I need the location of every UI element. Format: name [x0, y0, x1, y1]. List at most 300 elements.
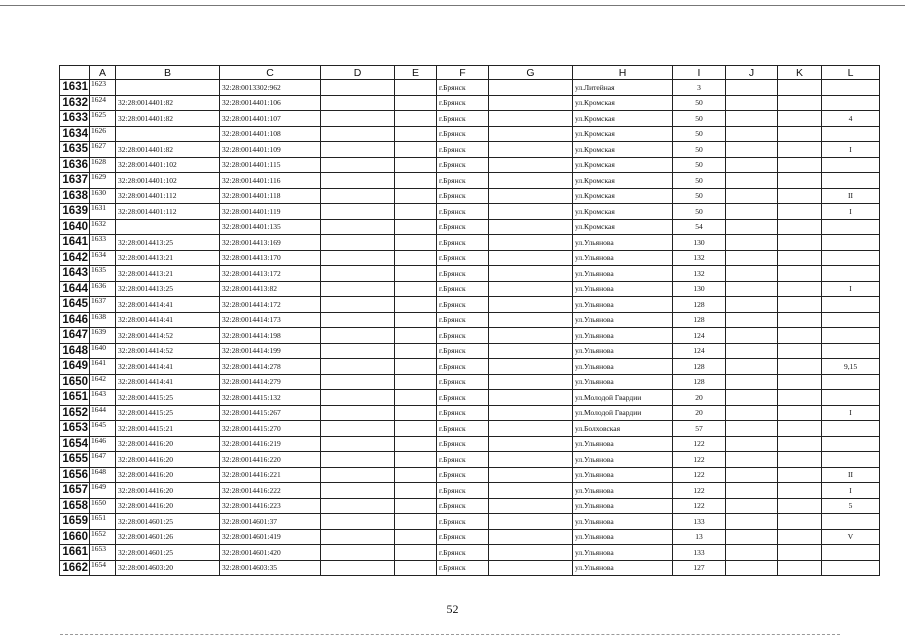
row-number[interactable]: 1661 [60, 545, 90, 561]
cell-c[interactable]: 32:28:0014601:419 [220, 529, 321, 545]
cell-c[interactable]: 32:28:0014601:37 [220, 514, 321, 530]
cell-f[interactable]: г.Брянск [437, 204, 489, 220]
cell-i[interactable]: 128 [673, 312, 726, 328]
cell-i[interactable]: 130 [673, 235, 726, 251]
cell-g[interactable] [489, 405, 573, 421]
cell-k[interactable] [778, 142, 822, 158]
cell-j[interactable] [726, 467, 778, 483]
cell-c[interactable]: 32:28:0014416:221 [220, 467, 321, 483]
cell-j[interactable] [726, 126, 778, 142]
cell-e[interactable] [395, 281, 437, 297]
cell-e[interactable] [395, 343, 437, 359]
cell-j[interactable] [726, 80, 778, 96]
cell-g[interactable] [489, 95, 573, 111]
cell-c[interactable]: 32:28:0014401:118 [220, 188, 321, 204]
row-number[interactable]: 1642 [60, 250, 90, 266]
cell-j[interactable] [726, 188, 778, 204]
cell-g[interactable] [489, 328, 573, 344]
cell-g[interactable] [489, 483, 573, 499]
cell-b[interactable]: 32:28:0014401:82 [116, 95, 220, 111]
cell-i[interactable]: 50 [673, 142, 726, 158]
cell-f[interactable]: г.Брянск [437, 467, 489, 483]
cell-k[interactable] [778, 359, 822, 375]
cell-c[interactable]: 32:28:0014413:172 [220, 266, 321, 282]
cell-h[interactable]: ул.Ульянова [573, 312, 673, 328]
row-number[interactable]: 1638 [60, 188, 90, 204]
cell-b[interactable]: 32:28:0014416:20 [116, 483, 220, 499]
cell-f[interactable]: г.Брянск [437, 390, 489, 406]
cell-j[interactable] [726, 452, 778, 468]
cell-f[interactable]: г.Брянск [437, 157, 489, 173]
row-number[interactable]: 1646 [60, 312, 90, 328]
cell-j[interactable] [726, 173, 778, 189]
column-header-c[interactable]: C [220, 66, 321, 80]
cell-a[interactable]: 1629 [90, 173, 116, 189]
cell-i[interactable]: 122 [673, 436, 726, 452]
cell-a[interactable]: 1643 [90, 390, 116, 406]
cell-b[interactable]: 32:28:0014401:112 [116, 204, 220, 220]
cell-j[interactable] [726, 235, 778, 251]
cell-c[interactable]: 32:28:0014413:170 [220, 250, 321, 266]
cell-i[interactable]: 124 [673, 343, 726, 359]
cell-b[interactable]: 32:28:0014416:20 [116, 498, 220, 514]
cell-g[interactable] [489, 343, 573, 359]
row-number[interactable]: 1657 [60, 483, 90, 499]
cell-d[interactable] [321, 312, 395, 328]
cell-g[interactable] [489, 235, 573, 251]
row-number[interactable]: 1659 [60, 514, 90, 530]
cell-i[interactable]: 127 [673, 560, 726, 576]
cell-d[interactable] [321, 157, 395, 173]
cell-e[interactable] [395, 80, 437, 96]
cell-d[interactable] [321, 235, 395, 251]
cell-k[interactable] [778, 204, 822, 220]
column-header-a[interactable]: A [90, 66, 116, 80]
cell-f[interactable]: г.Брянск [437, 312, 489, 328]
cell-b[interactable]: 32:28:0014413:25 [116, 235, 220, 251]
cell-l[interactable] [822, 312, 880, 328]
cell-j[interactable] [726, 297, 778, 313]
cell-a[interactable]: 1637 [90, 297, 116, 313]
cell-g[interactable] [489, 312, 573, 328]
cell-d[interactable] [321, 343, 395, 359]
cell-d[interactable] [321, 204, 395, 220]
cell-f[interactable]: г.Брянск [437, 560, 489, 576]
cell-f[interactable]: г.Брянск [437, 80, 489, 96]
cell-i[interactable]: 122 [673, 467, 726, 483]
cell-i[interactable]: 128 [673, 374, 726, 390]
row-number[interactable]: 1660 [60, 529, 90, 545]
cell-h[interactable]: ул.Ульянова [573, 281, 673, 297]
row-number[interactable]: 1644 [60, 281, 90, 297]
cell-e[interactable] [395, 95, 437, 111]
cell-a[interactable]: 1641 [90, 359, 116, 375]
cell-d[interactable] [321, 467, 395, 483]
cell-b[interactable]: 32:28:0014601:25 [116, 545, 220, 561]
cell-l[interactable] [822, 452, 880, 468]
cell-b[interactable]: 32:28:0014401:112 [116, 188, 220, 204]
cell-i[interactable]: 122 [673, 483, 726, 499]
cell-d[interactable] [321, 514, 395, 530]
cell-f[interactable]: г.Брянск [437, 281, 489, 297]
cell-k[interactable] [778, 436, 822, 452]
cell-b[interactable]: 32:28:0014414:41 [116, 359, 220, 375]
column-header-k[interactable]: K [778, 66, 822, 80]
cell-h[interactable]: ул.Ульянова [573, 266, 673, 282]
cell-e[interactable] [395, 514, 437, 530]
cell-f[interactable]: г.Брянск [437, 452, 489, 468]
cell-c[interactable]: 32:28:0014603:35 [220, 560, 321, 576]
cell-j[interactable] [726, 95, 778, 111]
cell-k[interactable] [778, 250, 822, 266]
cell-b[interactable]: 32:28:0014415:25 [116, 390, 220, 406]
cell-j[interactable] [726, 157, 778, 173]
row-number[interactable]: 1639 [60, 204, 90, 220]
cell-c[interactable]: 32:28:0014415:270 [220, 421, 321, 437]
cell-f[interactable]: г.Брянск [437, 111, 489, 127]
cell-j[interactable] [726, 498, 778, 514]
cell-b[interactable]: 32:28:0014416:20 [116, 467, 220, 483]
cell-b[interactable] [116, 219, 220, 235]
cell-h[interactable]: ул.Ульянова [573, 483, 673, 499]
cell-d[interactable] [321, 142, 395, 158]
cell-a[interactable]: 1626 [90, 126, 116, 142]
cell-c[interactable]: 32:28:0014401:106 [220, 95, 321, 111]
cell-a[interactable]: 1628 [90, 157, 116, 173]
cell-g[interactable] [489, 374, 573, 390]
cell-a[interactable]: 1654 [90, 560, 116, 576]
cell-c[interactable]: 32:28:0014413:82 [220, 281, 321, 297]
cell-e[interactable] [395, 328, 437, 344]
cell-d[interactable] [321, 529, 395, 545]
row-number[interactable]: 1653 [60, 421, 90, 437]
cell-a[interactable]: 1634 [90, 250, 116, 266]
cell-k[interactable] [778, 545, 822, 561]
cell-d[interactable] [321, 374, 395, 390]
cell-h[interactable]: ул.Ульянова [573, 514, 673, 530]
cell-g[interactable] [489, 204, 573, 220]
cell-b[interactable]: 32:28:0014413:21 [116, 266, 220, 282]
cell-f[interactable]: г.Брянск [437, 374, 489, 390]
cell-d[interactable] [321, 452, 395, 468]
row-number[interactable]: 1649 [60, 359, 90, 375]
cell-g[interactable] [489, 359, 573, 375]
cell-l[interactable]: II [822, 188, 880, 204]
cell-i[interactable]: 133 [673, 514, 726, 530]
cell-c[interactable]: 32:28:0014414:199 [220, 343, 321, 359]
cell-l[interactable] [822, 266, 880, 282]
cell-k[interactable] [778, 560, 822, 576]
cell-i[interactable]: 20 [673, 390, 726, 406]
cell-c[interactable]: 32:28:0014416:223 [220, 498, 321, 514]
cell-b[interactable]: 32:28:0014413:21 [116, 250, 220, 266]
cell-e[interactable] [395, 529, 437, 545]
cell-d[interactable] [321, 390, 395, 406]
cell-j[interactable] [726, 312, 778, 328]
cell-c[interactable]: 32:28:0014416:222 [220, 483, 321, 499]
cell-i[interactable]: 50 [673, 111, 726, 127]
cell-e[interactable] [395, 235, 437, 251]
cell-b[interactable]: 32:28:0014401:102 [116, 157, 220, 173]
cell-f[interactable]: г.Брянск [437, 343, 489, 359]
cell-k[interactable] [778, 514, 822, 530]
cell-g[interactable] [489, 560, 573, 576]
cell-e[interactable] [395, 467, 437, 483]
cell-b[interactable]: 32:28:0014413:25 [116, 281, 220, 297]
cell-l[interactable]: I [822, 405, 880, 421]
cell-e[interactable] [395, 219, 437, 235]
cell-c[interactable]: 32:28:0014414:198 [220, 328, 321, 344]
cell-e[interactable] [395, 142, 437, 158]
cell-g[interactable] [489, 436, 573, 452]
cell-f[interactable]: г.Брянск [437, 250, 489, 266]
cell-e[interactable] [395, 405, 437, 421]
cell-g[interactable] [489, 188, 573, 204]
cell-b[interactable]: 32:28:0014414:41 [116, 312, 220, 328]
cell-b[interactable]: 32:28:0014401:82 [116, 111, 220, 127]
cell-d[interactable] [321, 281, 395, 297]
cell-d[interactable] [321, 111, 395, 127]
row-number[interactable]: 1634 [60, 126, 90, 142]
cell-c[interactable]: 32:28:0014413:169 [220, 235, 321, 251]
cell-h[interactable]: ул.Ульянова [573, 498, 673, 514]
cell-h[interactable]: ул.Ульянова [573, 343, 673, 359]
cell-k[interactable] [778, 405, 822, 421]
cell-b[interactable]: 32:28:0014601:26 [116, 529, 220, 545]
cell-h[interactable]: ул.Молодой Гвардии [573, 390, 673, 406]
cell-k[interactable] [778, 297, 822, 313]
cell-g[interactable] [489, 250, 573, 266]
cell-j[interactable] [726, 405, 778, 421]
cell-b[interactable]: 32:28:0014414:41 [116, 297, 220, 313]
row-number[interactable]: 1652 [60, 405, 90, 421]
cell-k[interactable] [778, 467, 822, 483]
cell-j[interactable] [726, 204, 778, 220]
cell-b[interactable]: 32:28:0014401:102 [116, 173, 220, 189]
cell-j[interactable] [726, 421, 778, 437]
cell-a[interactable]: 1638 [90, 312, 116, 328]
cell-a[interactable]: 1651 [90, 514, 116, 530]
cell-h[interactable]: ул.Ульянова [573, 436, 673, 452]
cell-c[interactable]: 32:28:0014415:132 [220, 390, 321, 406]
cell-d[interactable] [321, 266, 395, 282]
cell-g[interactable] [489, 390, 573, 406]
cell-h[interactable]: ул.Болховская [573, 421, 673, 437]
row-number[interactable]: 1640 [60, 219, 90, 235]
cell-k[interactable] [778, 483, 822, 499]
cell-k[interactable] [778, 452, 822, 468]
cell-j[interactable] [726, 483, 778, 499]
cell-c[interactable]: 32:28:0014401:119 [220, 204, 321, 220]
cell-i[interactable]: 50 [673, 157, 726, 173]
cell-f[interactable]: г.Брянск [437, 529, 489, 545]
row-number[interactable]: 1645 [60, 297, 90, 313]
cell-c[interactable]: 32:28:0014401:116 [220, 173, 321, 189]
row-number[interactable]: 1635 [60, 142, 90, 158]
cell-k[interactable] [778, 266, 822, 282]
row-number[interactable]: 1633 [60, 111, 90, 127]
cell-k[interactable] [778, 281, 822, 297]
cell-f[interactable]: г.Брянск [437, 188, 489, 204]
column-header-l[interactable]: L [822, 66, 880, 80]
cell-b[interactable]: 32:28:0014603:20 [116, 560, 220, 576]
cell-a[interactable]: 1650 [90, 498, 116, 514]
cell-e[interactable] [395, 266, 437, 282]
row-number[interactable]: 1651 [60, 390, 90, 406]
cell-i[interactable]: 133 [673, 545, 726, 561]
cell-h[interactable]: ул.Ульянова [573, 374, 673, 390]
cell-f[interactable]: г.Брянск [437, 359, 489, 375]
cell-i[interactable]: 132 [673, 250, 726, 266]
cell-f[interactable]: г.Брянск [437, 545, 489, 561]
cell-f[interactable]: г.Брянск [437, 173, 489, 189]
cell-c[interactable]: 32:28:0014601:420 [220, 545, 321, 561]
cell-a[interactable]: 1645 [90, 421, 116, 437]
cell-l[interactable] [822, 560, 880, 576]
cell-k[interactable] [778, 111, 822, 127]
cell-l[interactable] [822, 219, 880, 235]
cell-h[interactable]: ул.Кромская [573, 173, 673, 189]
cell-k[interactable] [778, 529, 822, 545]
cell-i[interactable]: 124 [673, 328, 726, 344]
cell-l[interactable] [822, 80, 880, 96]
cell-l[interactable] [822, 250, 880, 266]
cell-h[interactable]: ул.Кромская [573, 219, 673, 235]
cell-l[interactable] [822, 436, 880, 452]
cell-g[interactable] [489, 467, 573, 483]
cell-a[interactable]: 1635 [90, 266, 116, 282]
cell-f[interactable]: г.Брянск [437, 421, 489, 437]
cell-e[interactable] [395, 111, 437, 127]
cell-h[interactable]: ул.Кромская [573, 126, 673, 142]
cell-i[interactable]: 13 [673, 529, 726, 545]
row-number[interactable]: 1637 [60, 173, 90, 189]
cell-c[interactable]: 32:28:0014414:172 [220, 297, 321, 313]
cell-g[interactable] [489, 514, 573, 530]
column-header-b[interactable]: B [116, 66, 220, 80]
cell-l[interactable] [822, 343, 880, 359]
cell-e[interactable] [395, 560, 437, 576]
cell-c[interactable]: 32:28:0014401:107 [220, 111, 321, 127]
cell-f[interactable]: г.Брянск [437, 219, 489, 235]
cell-a[interactable]: 1627 [90, 142, 116, 158]
cell-h[interactable]: ул.Кромская [573, 188, 673, 204]
row-number[interactable]: 1636 [60, 157, 90, 173]
cell-l[interactable] [822, 390, 880, 406]
cell-h[interactable]: ул.Кромская [573, 95, 673, 111]
cell-b[interactable]: 32:28:0014414:41 [116, 374, 220, 390]
cell-e[interactable] [395, 188, 437, 204]
cell-l[interactable]: I [822, 142, 880, 158]
cell-l[interactable] [822, 157, 880, 173]
cell-d[interactable] [321, 219, 395, 235]
cell-k[interactable] [778, 498, 822, 514]
cell-f[interactable]: г.Брянск [437, 266, 489, 282]
cell-h[interactable]: ул.Литейная [573, 80, 673, 96]
cell-h[interactable]: ул.Кромская [573, 157, 673, 173]
cell-f[interactable]: г.Брянск [437, 514, 489, 530]
cell-l[interactable] [822, 545, 880, 561]
row-number[interactable]: 1648 [60, 343, 90, 359]
column-header-e[interactable]: E [395, 66, 437, 80]
cell-h[interactable]: ул.Ульянова [573, 235, 673, 251]
column-header-i[interactable]: I [673, 66, 726, 80]
cell-c[interactable]: 32:28:0014416:219 [220, 436, 321, 452]
cell-e[interactable] [395, 359, 437, 375]
cell-j[interactable] [726, 250, 778, 266]
cell-j[interactable] [726, 343, 778, 359]
cell-l[interactable] [822, 95, 880, 111]
cell-i[interactable]: 50 [673, 126, 726, 142]
cell-k[interactable] [778, 173, 822, 189]
cell-l[interactable] [822, 374, 880, 390]
cell-e[interactable] [395, 498, 437, 514]
cell-a[interactable]: 1630 [90, 188, 116, 204]
cell-j[interactable] [726, 266, 778, 282]
cell-l[interactable] [822, 421, 880, 437]
cell-d[interactable] [321, 498, 395, 514]
cell-l[interactable] [822, 328, 880, 344]
cell-d[interactable] [321, 126, 395, 142]
cell-g[interactable] [489, 111, 573, 127]
cell-b[interactable] [116, 126, 220, 142]
cell-f[interactable]: г.Брянск [437, 95, 489, 111]
cell-k[interactable] [778, 80, 822, 96]
column-header-j[interactable]: J [726, 66, 778, 80]
cell-f[interactable]: г.Брянск [437, 328, 489, 344]
cell-c[interactable]: 32:28:0014414:278 [220, 359, 321, 375]
column-header-f[interactable]: F [437, 66, 489, 80]
cell-j[interactable] [726, 142, 778, 158]
cell-a[interactable]: 1649 [90, 483, 116, 499]
cell-f[interactable]: г.Брянск [437, 405, 489, 421]
cell-c[interactable]: 32:28:0014401:109 [220, 142, 321, 158]
cell-c[interactable]: 32:28:0013302:962 [220, 80, 321, 96]
cell-l[interactable] [822, 173, 880, 189]
cell-h[interactable]: ул.Ульянова [573, 467, 673, 483]
cell-i[interactable]: 122 [673, 498, 726, 514]
row-number[interactable]: 1656 [60, 467, 90, 483]
cell-d[interactable] [321, 250, 395, 266]
cell-i[interactable]: 128 [673, 359, 726, 375]
cell-f[interactable]: г.Брянск [437, 436, 489, 452]
row-number[interactable]: 1662 [60, 560, 90, 576]
cell-a[interactable]: 1648 [90, 467, 116, 483]
cell-j[interactable] [726, 374, 778, 390]
cell-j[interactable] [726, 514, 778, 530]
cell-c[interactable]: 32:28:0014416:220 [220, 452, 321, 468]
cell-i[interactable]: 3 [673, 80, 726, 96]
cell-d[interactable] [321, 405, 395, 421]
cell-j[interactable] [726, 529, 778, 545]
cell-g[interactable] [489, 297, 573, 313]
cell-g[interactable] [489, 126, 573, 142]
cell-a[interactable]: 1653 [90, 545, 116, 561]
cell-e[interactable] [395, 390, 437, 406]
cell-e[interactable] [395, 374, 437, 390]
cell-j[interactable] [726, 219, 778, 235]
cell-e[interactable] [395, 452, 437, 468]
cell-l[interactable]: I [822, 204, 880, 220]
cell-g[interactable] [489, 498, 573, 514]
cell-d[interactable] [321, 188, 395, 204]
cell-b[interactable]: 32:28:0014414:52 [116, 343, 220, 359]
row-number[interactable]: 1658 [60, 498, 90, 514]
cell-e[interactable] [395, 297, 437, 313]
cell-i[interactable]: 130 [673, 281, 726, 297]
cell-a[interactable]: 1636 [90, 281, 116, 297]
cell-i[interactable]: 57 [673, 421, 726, 437]
